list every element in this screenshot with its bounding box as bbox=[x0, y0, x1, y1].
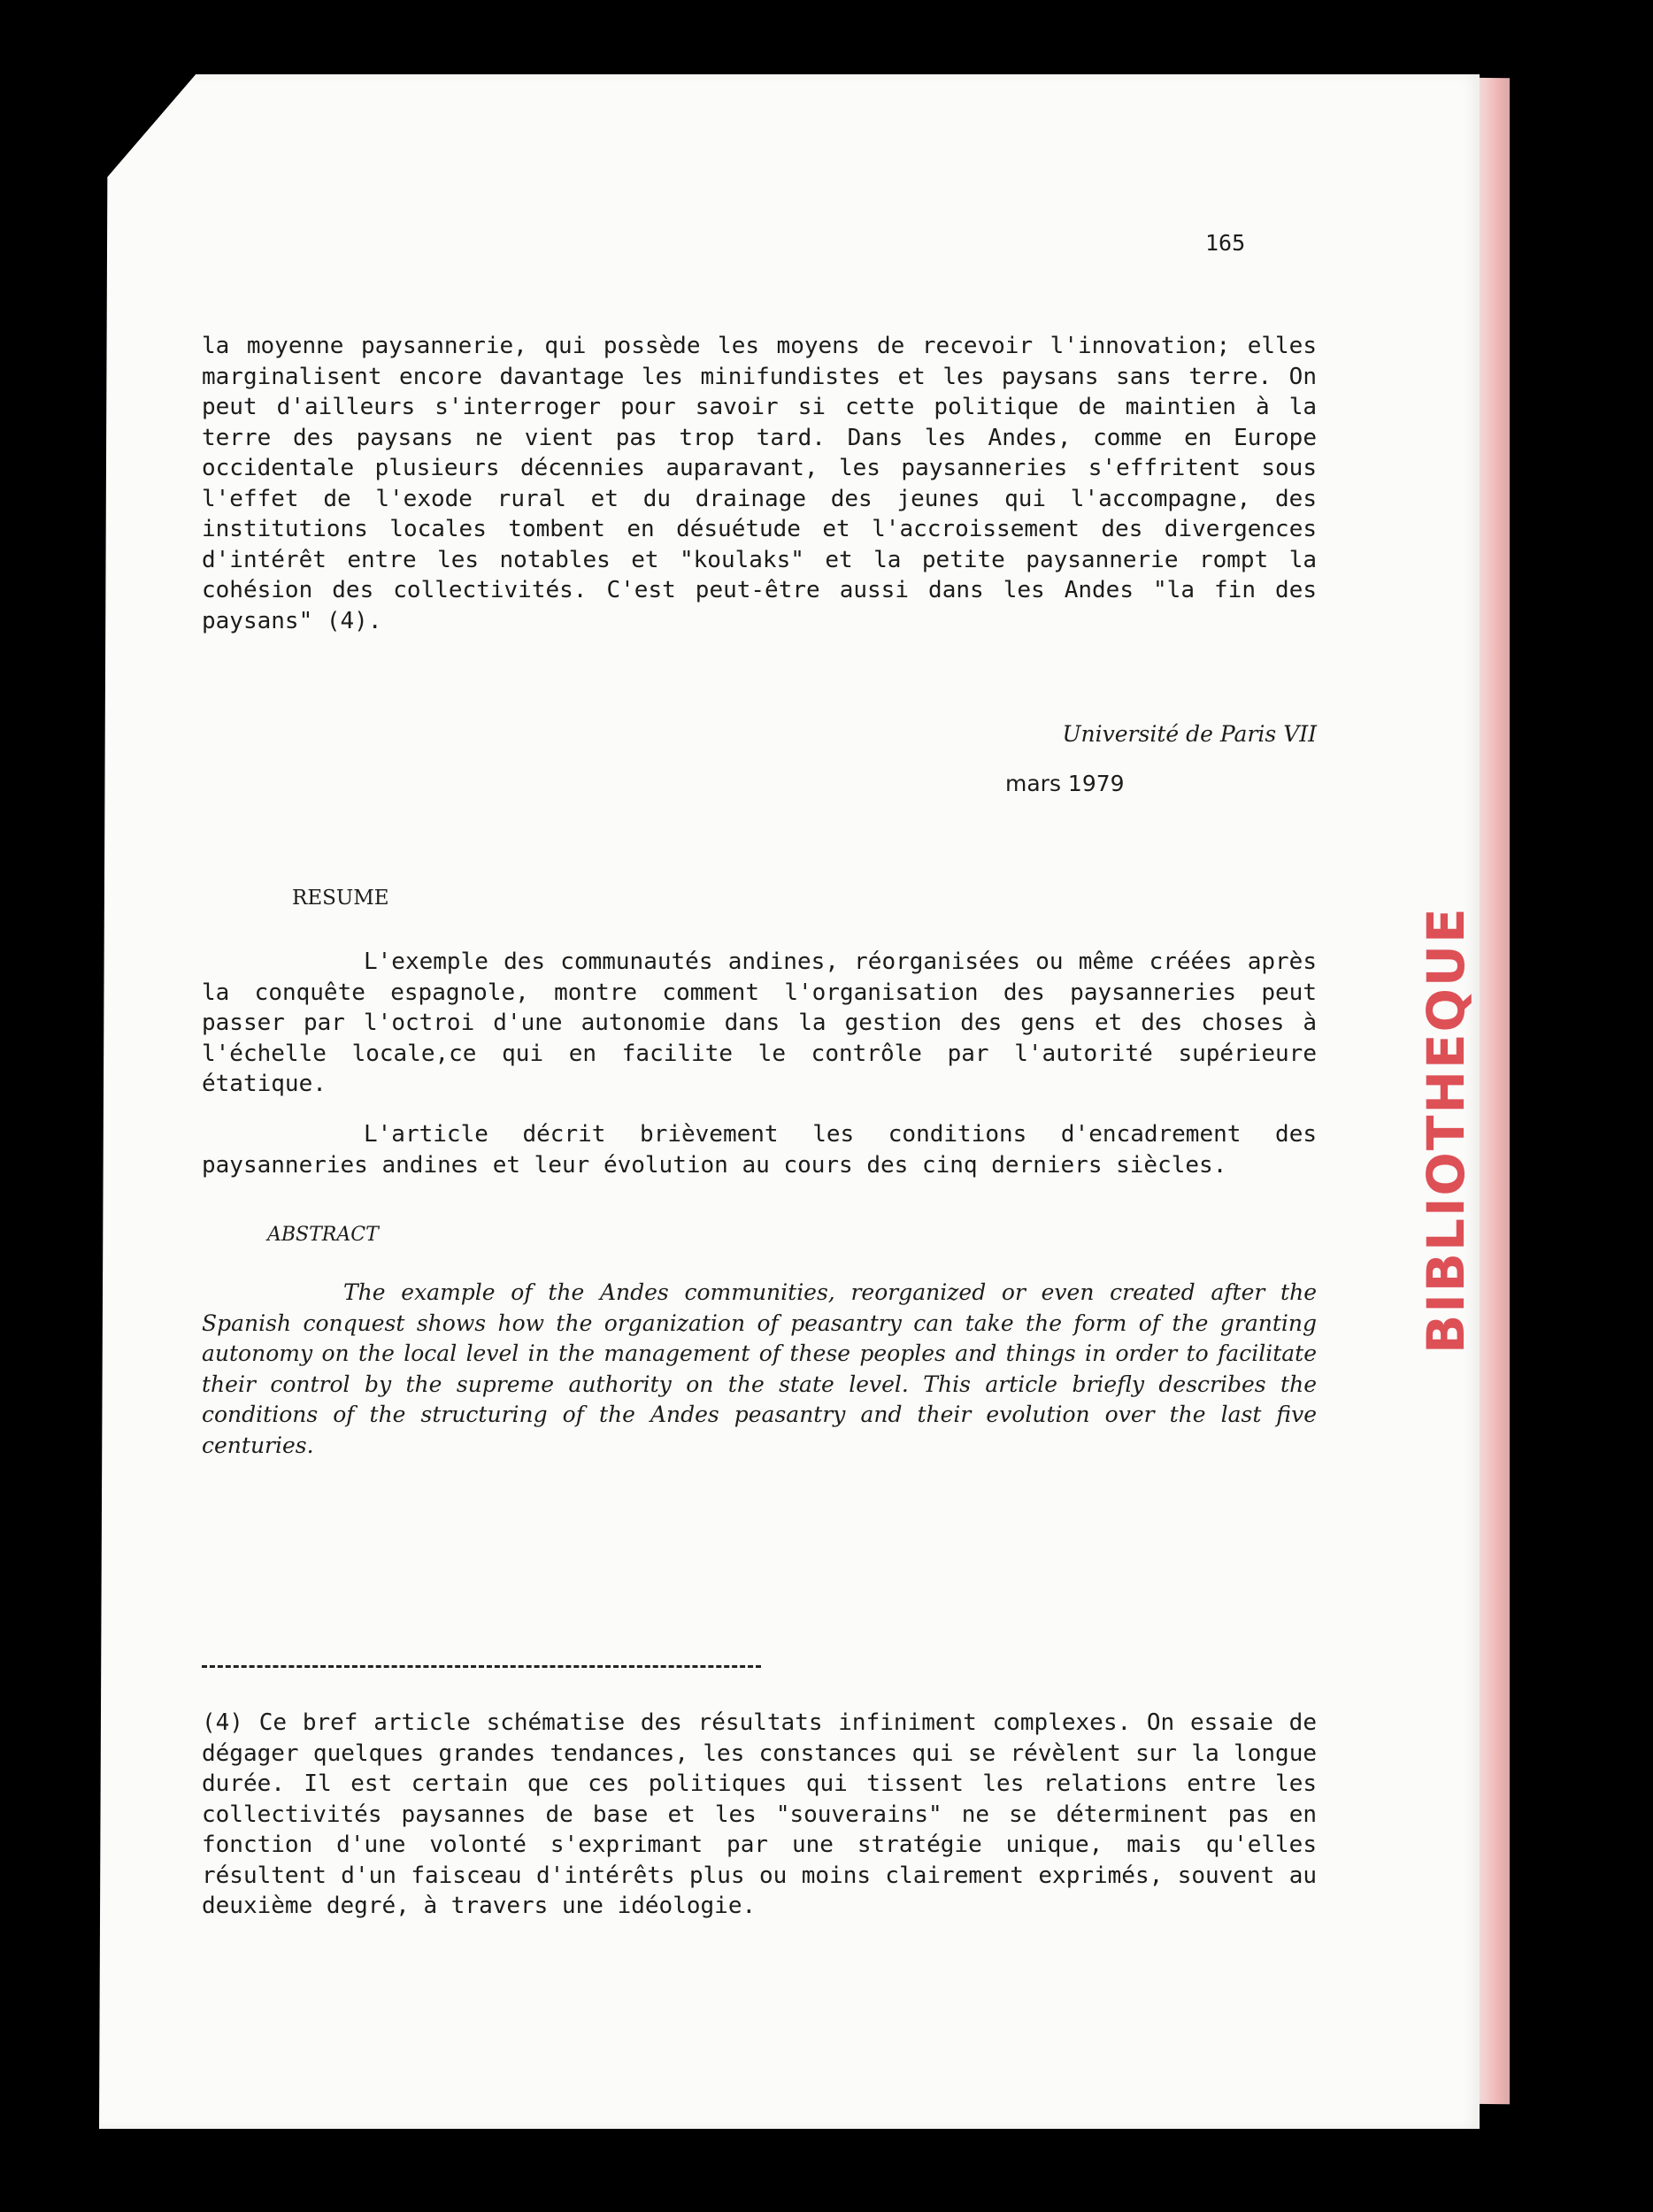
intro-paragraph: la moyenne paysannerie, qui possède les moyens de recevoir l'innovation; elles marginalisent encore davantage les minifundistes et les paysans sans terre. On peut d'ailleurs s'interroger pour savoir si cette politique de maintien à la terre des paysans ne vient pas trop tard. Dans les Andes, comme en Europe occidentale plusieurs décennies auparavant, les paysanneries s'effritent sous l'effet de l'exode rural et du drainage des jeunes qui l'accompagne, des institutions locales tombent en désuétude et l'accroissement des divergences d'intérêt entre les notables et "koulaks" et la petite paysannerie rompt la cohésion des collectivités. C'est peut-être aussi dans les Andes "la fin des paysans" (4). bbox=[202, 333, 1317, 634]
resume-paragraph-1: L'exemple des communautés andines, réorganisées ou même créées après la conquête espagnole, montre comment l'organisation des paysanneries peut passer par l'octroi d'une autonomie dans la gestion des gens et des choses à l'échelle locale,ce qui en facilite le contrôle par l'autorité supérieure étatique. bbox=[202, 949, 1317, 1097]
footnote: (4) Ce bref article schématise des résultats infiniment complexes. On essaie de dégager quelques grandes tendances, les constances qui se révèlent sur la longue durée. Il est certain que ces politiques qui tissent les relations entre les collectivités paysannes de base et les "souverains" ne se déterminent pas en fonction d'une volonté s'exprimant par une stratégie unique, mais qu'elles résultent d'un faisceau d'intérêts plus ou moins clairement exprimés, souvent au deuxième degré, à travers une idéologie. bbox=[202, 1709, 1317, 1919]
abstract-heading: ABSTRACT bbox=[267, 1224, 379, 1246]
resume-heading: RESUME bbox=[292, 887, 389, 910]
affiliation: Université de Paris VII bbox=[1062, 721, 1317, 747]
library-stamp-text: BIBLIOTHEQUE bbox=[1416, 906, 1476, 1354]
footnote-separator bbox=[202, 1665, 761, 1668]
page-number: 165 bbox=[1205, 230, 1246, 256]
date: mars 1979 bbox=[1005, 771, 1125, 796]
abstract-paragraph: The example of the Andes communities, reorganized or even created after the Spanish conquest shows how the organization of peasantry can take the form of the granting autonomy on the local level in the management of these peoples and things in order to facilitate their control by the supreme authority on the state level. This article briefly describes the conditions of the structuring of the Andes peasantry and their evolution over the last five centuries. bbox=[202, 1279, 1317, 1458]
resume-paragraph-2: L'article décrit brièvement les conditions d'encadrement des paysanneries andines et leur évolution au cours des cinq derniers siècles. bbox=[202, 1121, 1317, 1179]
library-stamp bbox=[1416, 906, 1476, 1354]
